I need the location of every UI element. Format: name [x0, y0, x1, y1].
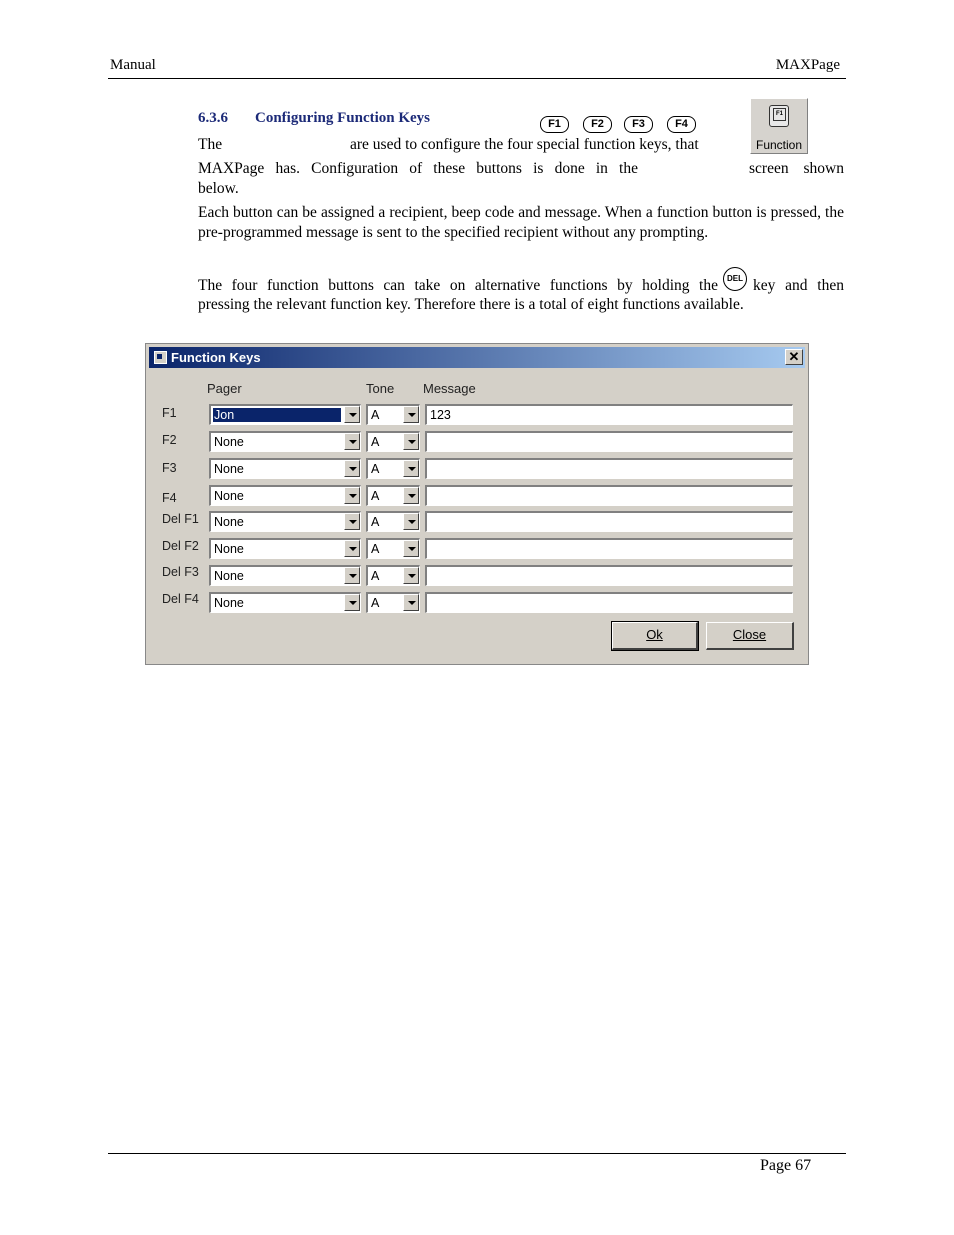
tone-select[interactable]	[366, 458, 420, 479]
window-icon	[154, 351, 167, 364]
pager-select[interactable]	[209, 485, 361, 506]
message-input[interactable]	[425, 565, 793, 586]
chevron-down-icon[interactable]	[344, 567, 360, 584]
chevron-down-icon[interactable]	[344, 433, 360, 450]
chevron-down-icon[interactable]	[403, 540, 419, 557]
message-input[interactable]	[425, 404, 793, 425]
message-input[interactable]	[425, 592, 793, 613]
pager-select-value: None	[214, 596, 244, 610]
pager-select[interactable]	[209, 511, 361, 532]
f3-key-icon: F3	[624, 116, 653, 133]
row-label: F4	[162, 491, 177, 505]
chevron-down-icon[interactable]	[344, 460, 360, 477]
column-header-message: Message	[423, 381, 476, 396]
paragraph-1-line-3: below.	[198, 180, 239, 197]
paragraph-1-start: The	[198, 136, 223, 153]
tone-select-value: A	[371, 489, 380, 503]
pager-select[interactable]	[209, 538, 361, 559]
message-input[interactable]	[425, 538, 793, 559]
pager-select-value: None	[214, 462, 244, 476]
section-title: Configuring Function Keys	[255, 110, 431, 126]
f4-key-icon: F4	[667, 116, 696, 133]
pager-select-value: None	[214, 542, 244, 556]
tone-select[interactable]	[366, 511, 420, 532]
row-label: F2	[162, 433, 177, 447]
header-rule	[108, 78, 846, 79]
row-label: F3	[162, 461, 177, 475]
chevron-down-icon[interactable]	[403, 487, 419, 504]
page-number: Page 67	[760, 1157, 812, 1174]
chevron-down-icon[interactable]	[344, 487, 360, 504]
chevron-down-icon[interactable]	[403, 406, 419, 423]
footer-rule	[108, 1153, 846, 1154]
row-label: Del F4	[162, 592, 199, 606]
tone-select-value: A	[371, 408, 380, 422]
tone-select-value: A	[371, 435, 380, 449]
close-button[interactable]	[706, 622, 794, 650]
keycap-label: F1	[773, 108, 786, 121]
section-number: 6.3.6	[198, 110, 228, 126]
paragraph-3-mid: key and then	[753, 277, 844, 294]
ok-button-label: Ok	[646, 627, 663, 642]
paragraph-1-line-2-end: screen shown	[749, 160, 844, 177]
header-right: MAXPage	[775, 57, 840, 73]
tone-select-value: A	[371, 462, 380, 476]
row-label: F1	[162, 406, 177, 420]
chevron-down-icon[interactable]	[403, 433, 419, 450]
pager-select[interactable]	[209, 458, 361, 479]
ok-button[interactable]	[612, 622, 698, 650]
paragraph-3-end: pressing the relevant function key. Therefore there is a total of eight functions available.	[198, 296, 744, 313]
pager-select[interactable]	[209, 592, 361, 613]
tone-select-value: A	[371, 569, 380, 583]
chevron-down-icon[interactable]	[344, 513, 360, 530]
pager-select-value: None	[214, 515, 244, 529]
tone-select[interactable]	[366, 565, 420, 586]
row-label: Del F1	[162, 512, 199, 526]
f1-key-icon: F1	[540, 116, 569, 133]
chevron-down-icon[interactable]	[403, 460, 419, 477]
pager-select-value: None	[214, 569, 244, 583]
row-label: Del F2	[162, 539, 199, 553]
pager-select-value: None	[214, 435, 244, 449]
function-keys-dialog	[145, 343, 809, 665]
f2-key-icon: F2	[583, 116, 612, 133]
chevron-down-icon[interactable]	[403, 567, 419, 584]
row-label: Del F3	[162, 565, 199, 579]
keycap-icon	[769, 105, 789, 127]
function-button-icon	[750, 98, 808, 154]
column-header-pager: Pager	[207, 381, 242, 396]
tone-select[interactable]	[366, 592, 420, 613]
paragraph-3-start: The four function buttons can take on alternative functions by holding the	[198, 277, 718, 294]
function-button-label: Function	[755, 138, 803, 152]
paragraph-1-rest: are used to configure the four special function keys, that	[350, 136, 699, 153]
del-key-icon: DEL	[723, 267, 747, 291]
dialog-titlebar[interactable]	[149, 347, 805, 368]
header-left: Manual	[110, 57, 156, 73]
paragraph-2: Each button can be assigned a recipient, beep code and message. When a function button is pressed, the pre-programmed message is sent to the specified recipient without any prompting.	[198, 204, 844, 241]
column-header-tone: Tone	[366, 381, 395, 396]
message-input[interactable]	[425, 485, 793, 506]
tone-select-value: A	[371, 515, 380, 529]
tone-select[interactable]	[366, 431, 420, 452]
message-input[interactable]	[425, 431, 793, 452]
tone-select-value: A	[371, 596, 380, 610]
close-button-label: Close	[732, 627, 767, 642]
chevron-down-icon[interactable]	[344, 406, 360, 423]
pager-select[interactable]	[209, 565, 361, 586]
pager-select[interactable]	[209, 404, 361, 425]
chevron-down-icon[interactable]	[403, 594, 419, 611]
pager-select[interactable]	[209, 431, 361, 452]
chevron-down-icon[interactable]	[344, 594, 360, 611]
pager-select-value: None	[214, 489, 244, 503]
tone-select[interactable]	[366, 485, 420, 506]
paragraph-1-line-2: MAXPage has. Configuration of these buttons is done in the	[198, 160, 638, 177]
dialog-title: Function Keys	[171, 350, 261, 365]
message-input[interactable]	[425, 511, 793, 532]
tone-select[interactable]	[366, 538, 420, 559]
chevron-down-icon[interactable]	[403, 513, 419, 530]
message-input-value: 123	[430, 408, 451, 422]
chevron-down-icon[interactable]	[344, 540, 360, 557]
tone-select[interactable]	[366, 404, 420, 425]
close-icon[interactable]: ✕	[785, 349, 803, 365]
message-input[interactable]	[425, 458, 793, 479]
tone-select-value: A	[371, 542, 380, 556]
pager-select-value: Jon	[213, 408, 341, 422]
